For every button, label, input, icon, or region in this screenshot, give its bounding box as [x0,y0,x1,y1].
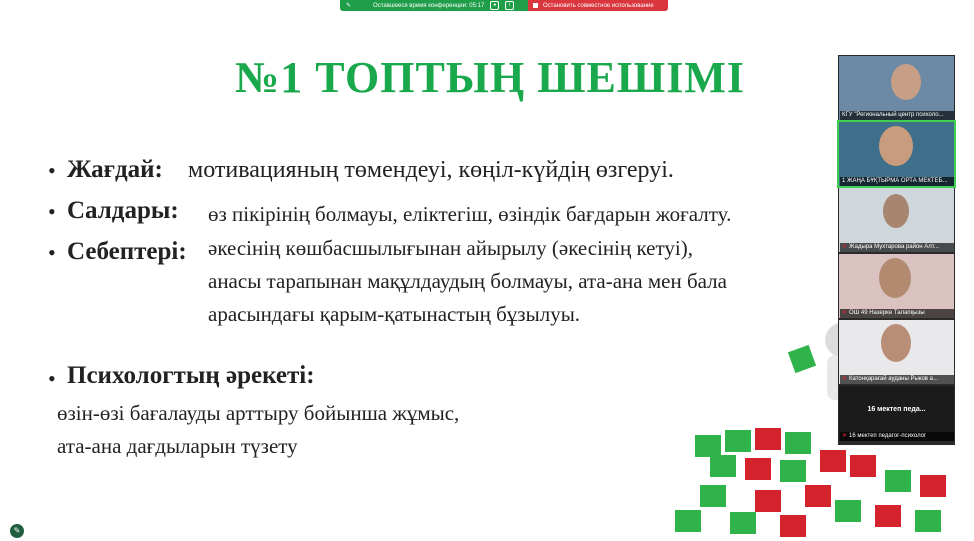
consequences-label: Салдары: [67,197,179,224]
annotate-button[interactable] [10,524,24,538]
causes-line: анасы тарапынан мақұлдаудың болмауы, ата-ана мен бала [208,269,727,293]
situation-text: мотивацияның төмендеуі, көңіл-күйдің өзгеруі. [188,157,674,183]
pencil-icon[interactable]: ✎ [346,3,352,9]
conference-timer-bar [340,0,528,11]
info-icon[interactable]: i [505,1,514,10]
participant-video-active[interactable] [839,122,954,186]
causes-line: әкесінің көшбасшылығынан айырылу (әкесінің кетуі), [208,236,693,260]
mic-muted-icon: ✕ [842,376,848,382]
causes-line: арасындағы қарым-қатынастың бұзылуы. [208,302,581,326]
participant-no-video[interactable] [839,386,954,441]
conference-toolbar [340,0,668,11]
participant-video[interactable] [839,320,954,384]
participant-placeholder-name: 16 мектеп педа... [867,406,926,413]
situation-label: Жағдай: [67,156,163,183]
participant-name: Жадыра Мухтарова район Алт... [849,244,939,250]
bullet-dot: • [48,158,56,183]
participant-face [881,324,911,362]
bullet-dot: • [48,199,56,224]
stop-share-button[interactable] [528,0,668,11]
bullet-dot: • [48,366,56,391]
stop-share-label: Остановить совместное использование [543,2,654,9]
participants-panel [838,55,955,445]
psychologist-action-line: ата-ана дағдыларын түзету [57,434,298,458]
psychologist-action-line: өзін-өзі бағалауды арттыру бойынша жұмыс, [57,401,460,425]
participant-face [879,258,911,298]
participant-name: Катонқарағай ауданы Рыков а... [849,376,938,382]
participant-name: КГУ "Региональный центр психоло... [842,112,944,118]
participant-video[interactable] [839,188,954,252]
shield-icon[interactable]: ● [490,1,499,10]
consequences-text: өз пікірінің болмауы, еліктегіш, өзіндік бағдарын жоғалту. [208,202,732,226]
stop-icon [533,3,538,8]
slide-title: №1 ТОПТЫҢ ШЕШІМІ [235,53,745,102]
participant-video[interactable] [839,56,954,120]
conference-time-label: Оставшееся время конференции: 05:17 [373,2,485,9]
participant-face [891,64,921,100]
participant-name: ОШ 49 Назерке Талапқызы [849,310,925,316]
pencil-icon: ✎ [13,526,21,535]
mic-muted-icon: ✕ [842,433,848,439]
causes-label: Себептері: [67,238,187,265]
psychologist-action-label: Психологтың әрекеті: [67,362,315,389]
mic-muted-icon: ✕ [842,310,848,316]
participant-name: 16 мектеп педагог-психолог [849,433,927,439]
participant-face [883,194,909,228]
participant-video[interactable] [839,254,954,318]
participant-face [879,126,913,166]
participant-name: 1 ЖАҢА БҰҚТЫРМА ОРТА МЕКТЕБ... [842,178,948,184]
bullet-dot: • [48,240,56,265]
mic-muted-icon: ✕ [842,244,848,250]
